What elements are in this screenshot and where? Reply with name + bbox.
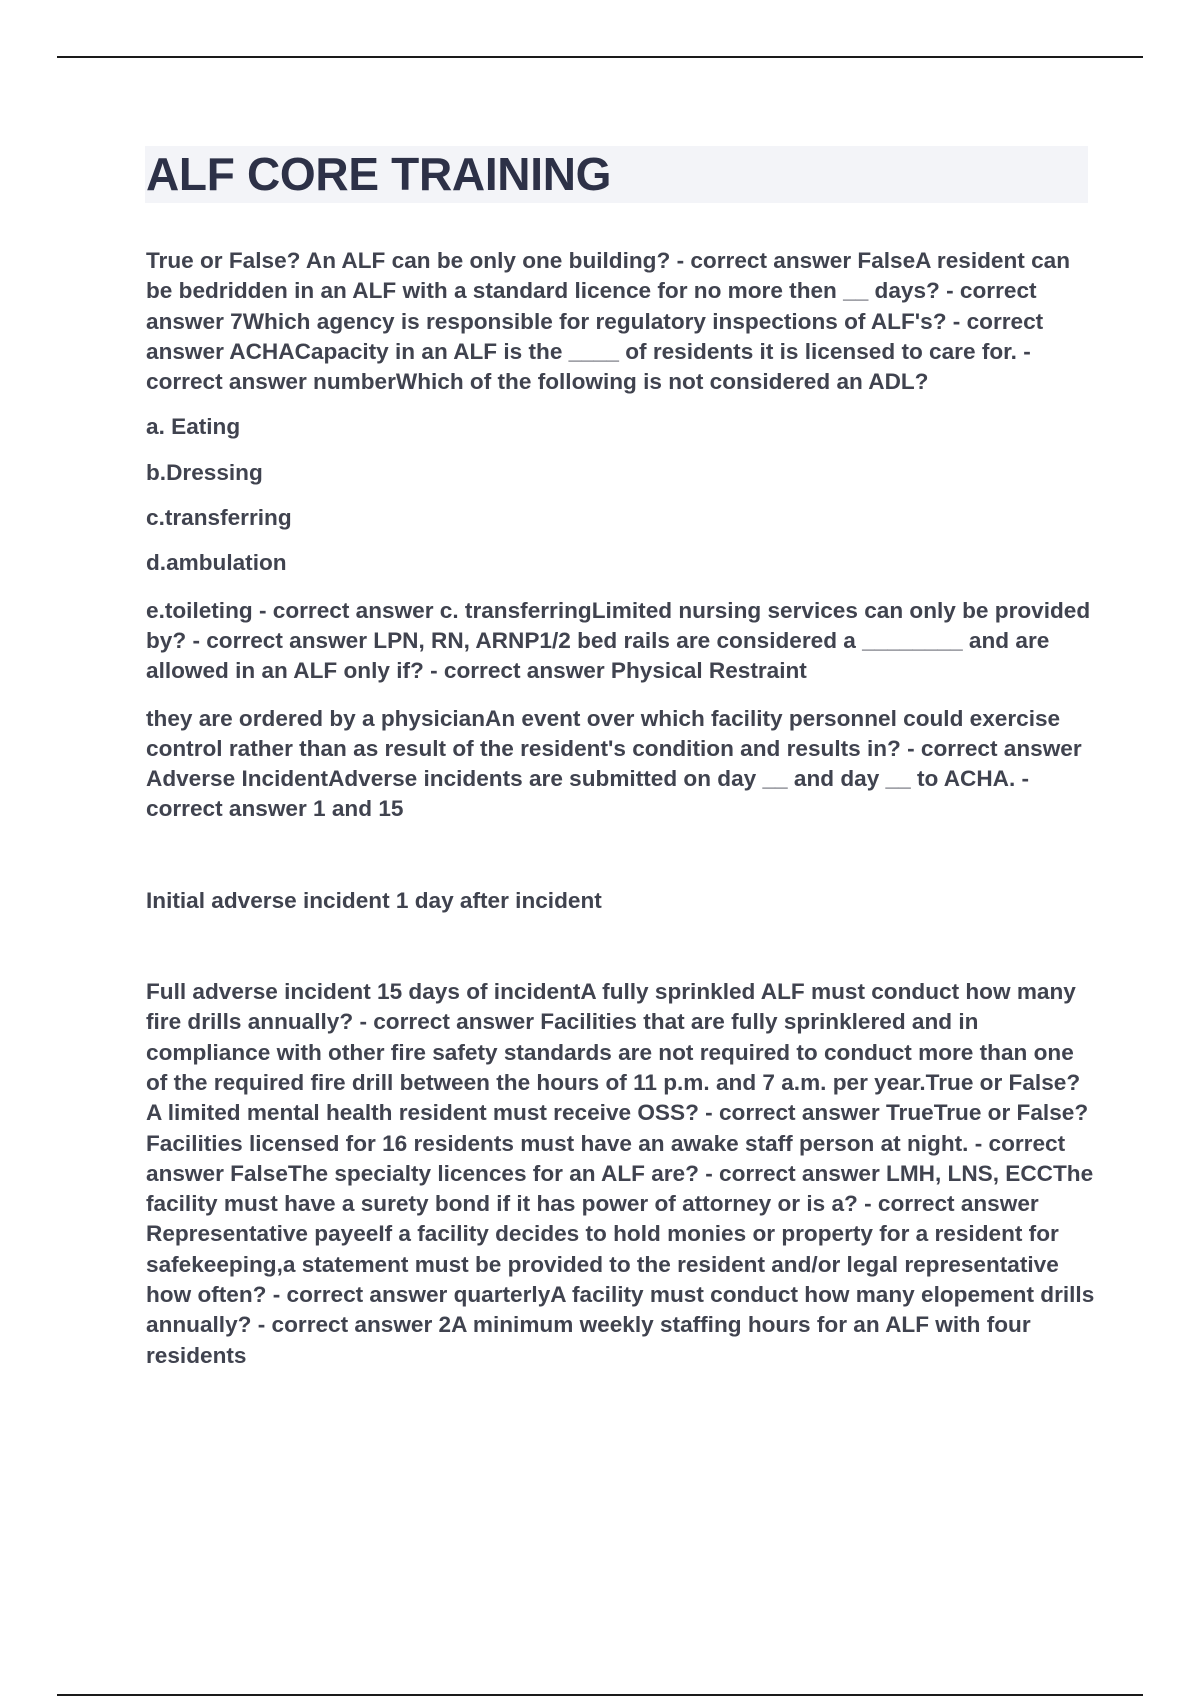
option-a: a. Eating	[146, 414, 241, 440]
bottom-rule	[57, 1694, 1143, 1696]
option-e-and-answers: e.toileting - correct answer c. transferringLimited nursing services can only be provided by? - correct answer LPN, RN, ARNP1/2 bed rails are considered a ________ and are allowed in an ALF only if? - correct answer Physical Restraint	[146, 597, 1091, 684]
option-b: b.Dressing	[146, 459, 263, 485]
document-body	[146, 246, 1096, 1371]
page-title: ALF CORE TRAINING	[146, 148, 612, 200]
paragraph-intro: True or False? An ALF can be only one building? - correct answer FalseA resident can be bedridden in an ALF with a standard licence for no more then __ days? - correct answer 7Which agency is responsible for regulatory inspections of ALF's? - correct answer ACHACapacity in an ALF is the ____ of residents it is licensed to care for. - correct answer numberWhich of the following is not considered an ADL?	[146, 248, 1071, 395]
top-rule	[57, 56, 1143, 58]
paragraph-initial-incident: Initial adverse incident 1 day after incident	[146, 887, 602, 913]
paragraph-adverse-incident: they are ordered by a physicianAn event over which facility personnel could exercise control rather than as result of the resident's condition and results in? - correct answer Adverse IncidentAdverse incidents are submitted on day __ and day __ to ACHA. - correct answer 1 and 15	[146, 705, 1082, 822]
option-d: d.ambulation	[146, 550, 287, 576]
option-c: c.transferring	[146, 505, 292, 531]
paragraph-full-incident: Full adverse incident 15 days of incidentA fully sprinkled ALF must conduct how many fire drills annually? - correct answer Facilities that are fully sprinklered and in compliance with other fire safety standards are not required to conduct more than one of the required fire drill between the hours of 11 p.m. and 7 a.m. per year.True or False? A limited mental health resident must receive OSS? - correct answer TrueTrue or False? Facilities licensed for 16 residents must have an awake staff person at night. - correct answer FalseThe specialty licences for an ALF are? - correct answer LMH, LNS, ECCThe facility must have a surety bond if it has power of attorney or is a? - correct answer Representative payeeIf a facility decides to hold monies or property for a resident for safekeeping,a statement must be provided to the resident and/or legal representative how often? - correct answer quarterlyA facility must conduct how many elopement drills annually? - correct answer 2A minimum weekly staffing hours for an ALF with four residents	[146, 979, 1095, 1368]
